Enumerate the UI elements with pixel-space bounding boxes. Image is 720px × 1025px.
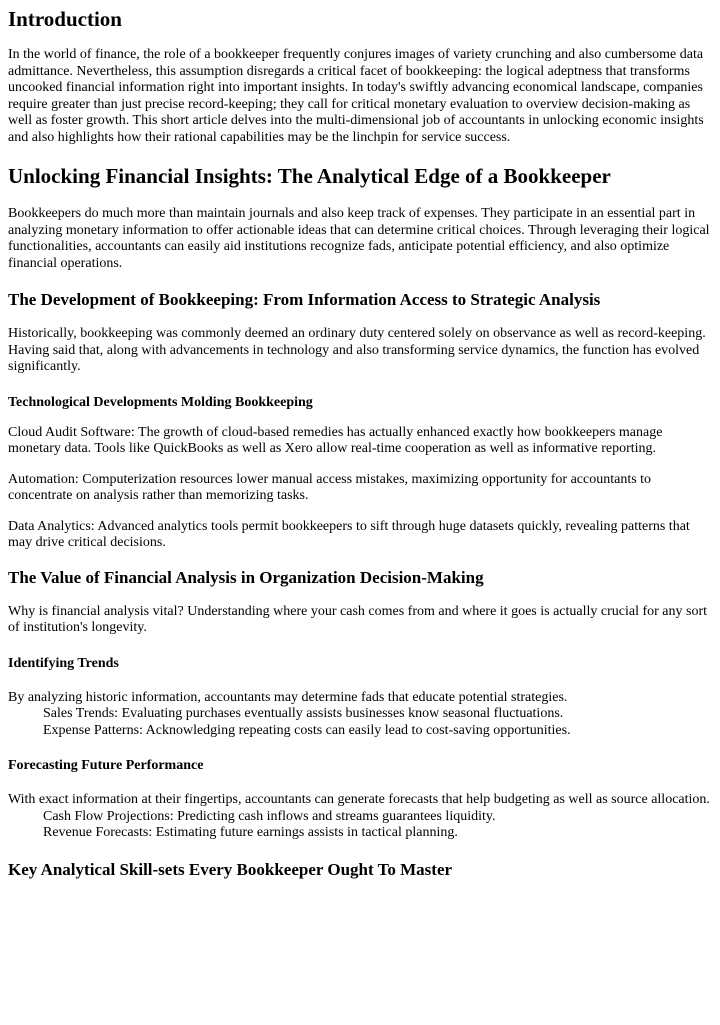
value-heading: The Value of Financial Analysis in Organization Decision-Making: [8, 567, 484, 587]
intro-heading: Introduction: [8, 7, 122, 31]
list-item-sales-trends: Sales Trends: Evaluating purchases eventually assists businesses know seasonal fluctuations.: [43, 706, 564, 721]
forecasting-heading: Forecasting Future Performance: [8, 758, 204, 773]
trends-paragraph: By analyzing historic information, accountants may determine fads that educate potential strategies.: [8, 689, 568, 705]
tech-item-analytics: Data Analytics: Advanced analytics tools permit bookkeepers to sift through huge datasets quickly, revealing patterns that may drive critical decisions.: [8, 518, 690, 550]
tech-item-automation: Automation: Computerization resources lower manual access mistakes, maximizing opportunity for accountants to concentrate on analysis rather than memorizing tasks.: [8, 471, 652, 503]
tech-item-cloud: Cloud Audit Software: The growth of cloud-based remedies has actually enhanced exactly how bookkeepers manage monetary data. Tools like QuickBooks as well as Xero allow real-time cooperation as well as informative reporting.: [8, 424, 663, 456]
forecasting-paragraph: With exact information at their fingertips, accountants can generate forecasts that help budgeting as well as source allocation.: [8, 792, 710, 807]
list-item-cash-flow: Cash Flow Projections: Predicting cash inflows and streams guarantees liquidity.: [43, 808, 496, 824]
unlocking-heading: Unlocking Financial Insights: The Analytical Edge of a Bookkeeper: [8, 164, 611, 188]
tech-heading: Technological Developments Molding Bookkeeping: [8, 394, 313, 410]
list-item-expense-patterns: Expense Patterns: Acknowledging repeating costs can easily lead to cost-saving opportunities.: [43, 722, 571, 738]
unlocking-paragraph: Bookkeepers do much more than maintain journals and also keep track of expenses. They participate in an essential part in analyzing monetary information to offer actionable ideas that can determine critical choices. Through leveraging their logical functionalities, accountants can easily aid institutions recognize fads, anticipate potential efficiency, and also optimize financial operations.: [8, 206, 710, 271]
list-item-revenue-forecasts: Revenue Forecasts: Estimating future earnings assists in tactical planning.: [43, 825, 458, 840]
trends-list: [8, 706, 712, 739]
value-paragraph: Why is financial analysis vital? Understanding where your cash comes from and where it goes is actually crucial for any sort of institution's longevity.: [8, 603, 707, 635]
development-paragraph: Historically, bookkeeping was commonly deemed an ordinary duty centered solely on observance as well as record-keeping. Having said that, along with advancements in technology and also transforming service dynamics, the function has evolved significantly.: [8, 326, 706, 374]
skills-heading: Key Analytical Skill-sets Every Bookkeeper Ought To Master: [8, 859, 453, 879]
article: [0, 7, 720, 880]
intro-paragraph: In the world of finance, the role of a bookkeeper frequently conjures images of variety crunching and also cumbersome data admittance. Nevertheless, this assumption disregards a critical facet of bookkeeping: the logical adeptness that transforms uncooked financial information right into important insights. In today's swiftly advancing economical landscape, companies require greater than just precise record-keeping; they call for critical monetary evaluation to overview decision-making as well as foster growth. This short article delves into the multi-dimensional job of accountants in unlocking economic insights and also highlights how their rational capabilities may be the linchpin for service success.: [8, 47, 704, 145]
development-heading: The Development of Bookkeeping: From Information Access to Strategic Analysis: [8, 290, 601, 309]
forecasting-list: [8, 809, 712, 842]
trends-heading: Identifying Trends: [8, 655, 119, 671]
